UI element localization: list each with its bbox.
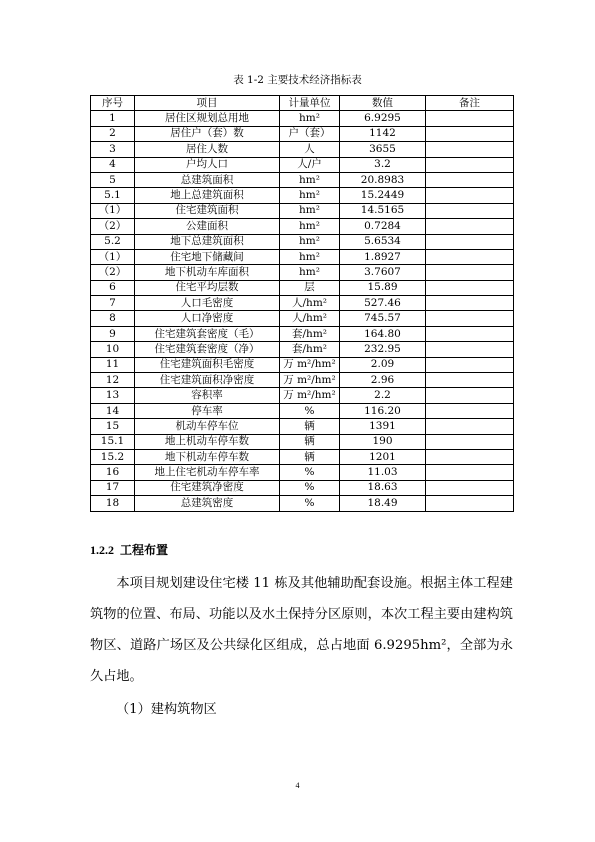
cell-remark (426, 449, 514, 464)
cell-unit: % (280, 465, 340, 480)
header-unit: 计量单位 (280, 96, 340, 111)
cell-value: 3.2 (340, 157, 426, 172)
cell-value: 3655 (340, 142, 426, 157)
cell-remark (426, 373, 514, 388)
cell-seq: 17 (91, 480, 135, 495)
cell-remark (426, 234, 514, 249)
table-row (91, 280, 514, 295)
cell-remark (426, 342, 514, 357)
cell-value: 1142 (340, 126, 426, 141)
cell-seq: （2） (91, 219, 135, 234)
cell-seq: 18 (91, 496, 135, 511)
table-row (91, 311, 514, 326)
cell-remark (426, 480, 514, 495)
table-row (91, 111, 514, 126)
table-row (91, 203, 514, 218)
cell-remark (426, 311, 514, 326)
cell-item: 地下机动车库面积 (135, 265, 280, 280)
cell-remark (426, 434, 514, 449)
cell-unit: % (280, 403, 340, 418)
cell-item: 地上住宅机动车停车率 (135, 465, 280, 480)
cell-value: 18.49 (340, 496, 426, 511)
table-row (91, 480, 514, 495)
cell-unit: hm² (280, 172, 340, 187)
cell-value: 1201 (340, 449, 426, 464)
cell-item: 地上总建筑面积 (135, 188, 280, 203)
cell-unit: 套/hm² (280, 326, 340, 341)
cell-remark (426, 296, 514, 311)
cell-unit: hm² (280, 249, 340, 264)
cell-unit: 人/hm² (280, 296, 340, 311)
table-row (91, 326, 514, 341)
cell-item: 容积率 (135, 388, 280, 403)
cell-seq: 4 (91, 157, 135, 172)
technical-economic-indicator-table (90, 95, 514, 512)
cell-seq: （1） (91, 203, 135, 218)
table-row (91, 172, 514, 187)
table-row (91, 249, 514, 264)
cell-item: 住宅地下储藏间 (135, 249, 280, 264)
cell-value: 1.8927 (340, 249, 426, 264)
cell-remark (426, 203, 514, 218)
table-row (91, 465, 514, 480)
cell-item: 户均人口 (135, 157, 280, 172)
cell-unit: 辆 (280, 434, 340, 449)
cell-value: 2.96 (340, 373, 426, 388)
cell-value: 116.20 (340, 403, 426, 418)
cell-seq: 3 (91, 142, 135, 157)
cell-value: 527.46 (340, 296, 426, 311)
table-row (91, 265, 514, 280)
cell-seq: 15.2 (91, 449, 135, 464)
cell-item: 地下机动车停车数 (135, 449, 280, 464)
cell-item: 人口毛密度 (135, 296, 280, 311)
cell-item: 地上机动车停车数 (135, 434, 280, 449)
page-number: 4 (295, 781, 300, 790)
cell-unit: hm² (280, 203, 340, 218)
cell-remark (426, 326, 514, 341)
table-row (91, 419, 514, 434)
cell-unit: hm² (280, 111, 340, 126)
cell-unit: % (280, 480, 340, 495)
cell-seq: 9 (91, 326, 135, 341)
cell-value: 1391 (340, 419, 426, 434)
cell-item: 居住户（套）数 (135, 126, 280, 141)
section-number: 1.2.2 (90, 543, 114, 557)
cell-seq: 8 (91, 311, 135, 326)
cell-item: 地下总建筑面积 (135, 234, 280, 249)
cell-unit: 人 (280, 142, 340, 157)
cell-item: 住宅建筑净密度 (135, 480, 280, 495)
cell-value: 5.6534 (340, 234, 426, 249)
cell-unit: 万 m²/hm² (280, 388, 340, 403)
cell-remark (426, 157, 514, 172)
cell-value: 232.95 (340, 342, 426, 357)
cell-unit: 人/hm² (280, 311, 340, 326)
cell-value: 14.5165 (340, 203, 426, 218)
cell-remark (426, 265, 514, 280)
cell-remark (426, 419, 514, 434)
cell-value: 18.63 (340, 480, 426, 495)
table-row (91, 188, 514, 203)
cell-seq: 5 (91, 172, 135, 187)
table-row (91, 496, 514, 511)
table-header-row (91, 96, 514, 111)
cell-seq: （1） (91, 249, 135, 264)
cell-unit: 辆 (280, 419, 340, 434)
table-row (91, 219, 514, 234)
cell-value: 2.2 (340, 388, 426, 403)
cell-remark (426, 126, 514, 141)
cell-item: 住宅建筑面积毛密度 (135, 357, 280, 372)
cell-remark (426, 465, 514, 480)
cell-seq: 11 (91, 357, 135, 372)
cell-value: 11.03 (340, 465, 426, 480)
table-row (91, 234, 514, 249)
cell-unit: hm² (280, 219, 340, 234)
cell-item: 居住区规划总用地 (135, 111, 280, 126)
cell-unit: hm² (280, 188, 340, 203)
cell-seq: 14 (91, 403, 135, 418)
cell-seq: 15.1 (91, 434, 135, 449)
cell-item: 总建筑面积 (135, 172, 280, 187)
table-row (91, 296, 514, 311)
cell-value: 164.80 (340, 326, 426, 341)
cell-remark (426, 280, 514, 295)
cell-unit: 人/户 (280, 157, 340, 172)
cell-seq: 2 (91, 126, 135, 141)
table-row (91, 449, 514, 464)
cell-item: 停车率 (135, 403, 280, 418)
body-paragraph: 本项目规划建设住宅楼 11 栋及其他辅助配套设施。根据主体工程建筑物的位置、布局、功能以及水土保持分区原则，本次工程主要由建构筑物区、道路广场区及公共绿化区组成，总占地面 6.9295hm²，全部为永久占地。 (90, 576, 513, 684)
cell-unit: hm² (280, 265, 340, 280)
cell-seq: 7 (91, 296, 135, 311)
header-item: 项目 (135, 96, 280, 111)
header-seq: 序号 (91, 96, 135, 111)
cell-value: 745.57 (340, 311, 426, 326)
cell-item: 人口净密度 (135, 311, 280, 326)
cell-value: 15.2449 (340, 188, 426, 203)
cell-remark (426, 249, 514, 264)
cell-remark (426, 111, 514, 126)
cell-remark (426, 188, 514, 203)
cell-seq: 16 (91, 465, 135, 480)
header-value: 数值 (340, 96, 426, 111)
table-row (91, 373, 514, 388)
cell-value: 6.9295 (340, 111, 426, 126)
cell-remark (426, 388, 514, 403)
cell-unit: 户（套） (280, 126, 340, 141)
cell-seq: 1 (91, 111, 135, 126)
cell-item: 总建筑密度 (135, 496, 280, 511)
cell-value: 0.7284 (340, 219, 426, 234)
cell-unit: 万 m²/hm² (280, 357, 340, 372)
cell-unit: 辆 (280, 449, 340, 464)
cell-remark (426, 357, 514, 372)
cell-unit: % (280, 496, 340, 511)
table-row (91, 157, 514, 172)
cell-seq: 15 (91, 419, 135, 434)
subheading: （1）建构筑物区 (116, 702, 217, 717)
cell-item: 住宅平均层数 (135, 280, 280, 295)
cell-unit: hm² (280, 234, 340, 249)
table-row (91, 142, 514, 157)
cell-remark (426, 219, 514, 234)
cell-remark (426, 172, 514, 187)
cell-remark (426, 142, 514, 157)
cell-value: 3.7607 (340, 265, 426, 280)
table-row (91, 126, 514, 141)
table-caption: 表 1-2 主要技术经济指标表 (233, 74, 362, 86)
cell-item: 住宅建筑面积 (135, 203, 280, 218)
cell-value: 15.89 (340, 280, 426, 295)
header-remark: 备注 (426, 96, 514, 111)
cell-value: 190 (340, 434, 426, 449)
table-body (91, 111, 514, 511)
cell-unit: 万 m²/hm² (280, 373, 340, 388)
cell-seq: 13 (91, 388, 135, 403)
section-title: 工程布置 (120, 543, 169, 557)
cell-seq: 6 (91, 280, 135, 295)
cell-unit: 层 (280, 280, 340, 295)
table-row (91, 434, 514, 449)
table-row (91, 388, 514, 403)
cell-seq: 5.2 (91, 234, 135, 249)
cell-seq: 5.1 (91, 188, 135, 203)
cell-seq: 12 (91, 373, 135, 388)
table-row (91, 357, 514, 372)
cell-remark (426, 496, 514, 511)
cell-item: 住宅建筑面积净密度 (135, 373, 280, 388)
cell-item: 居住人数 (135, 142, 280, 157)
cell-item: 住宅建筑套密度（毛） (135, 326, 280, 341)
table-row (91, 403, 514, 418)
cell-value: 2.09 (340, 357, 426, 372)
cell-item: 机动车停车位 (135, 419, 280, 434)
cell-item: 公建面积 (135, 219, 280, 234)
table-row (91, 342, 514, 357)
cell-seq: （2） (91, 265, 135, 280)
section-heading (90, 542, 168, 558)
cell-item: 住宅建筑套密度（净） (135, 342, 280, 357)
cell-seq: 10 (91, 342, 135, 357)
cell-remark (426, 403, 514, 418)
cell-unit: 套/hm² (280, 342, 340, 357)
cell-value: 20.8983 (340, 172, 426, 187)
